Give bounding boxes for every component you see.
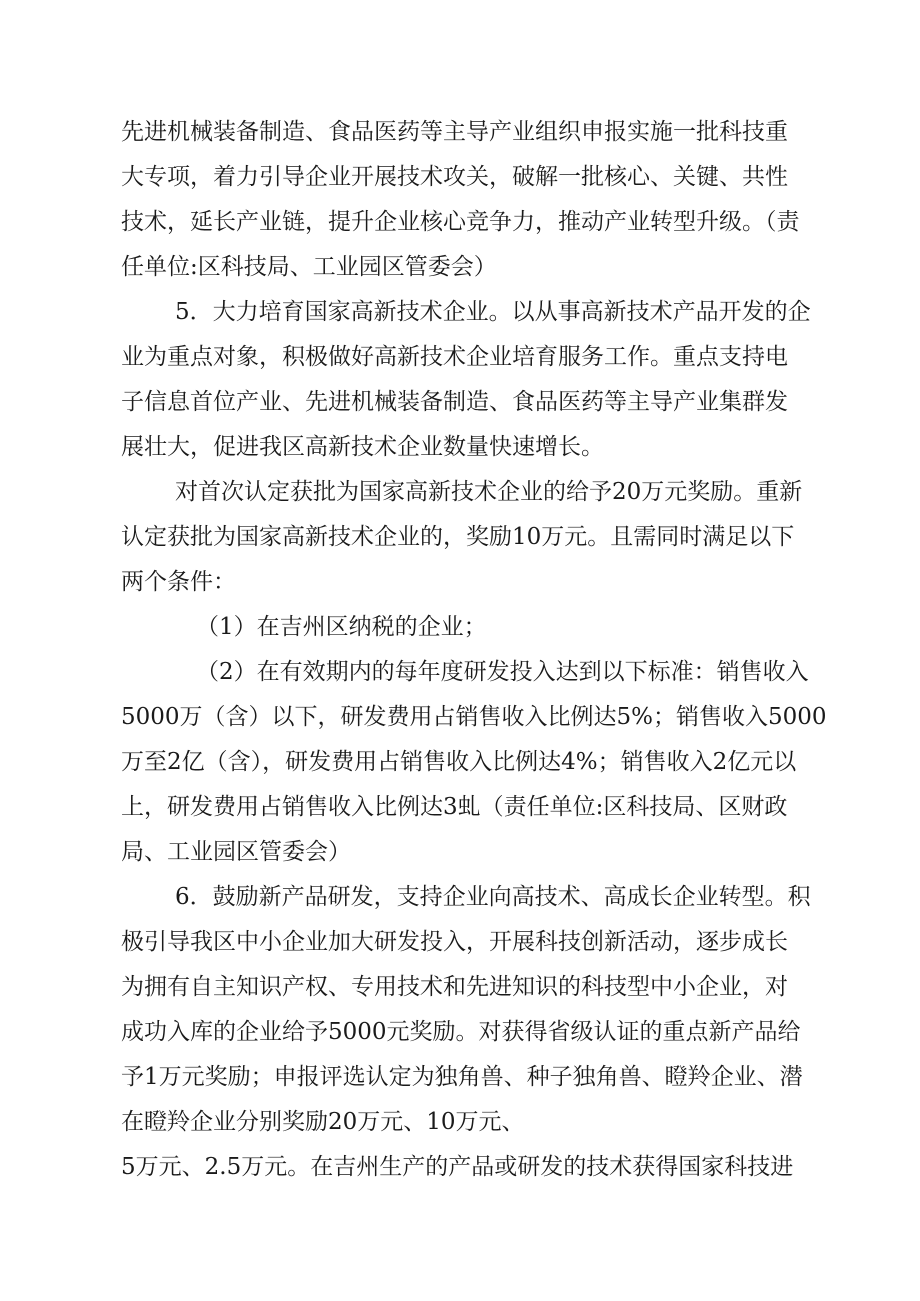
text-line: 极引导我区中小企业加大研发投入，开展科技创新活动，逐步成长: [121, 929, 788, 955]
text-line: 业为重点对象，积极做好高新技术企业培育服务工作。重点支持电: [121, 344, 788, 370]
condition-item-1: （1）在吉州区纳税的企业；: [196, 614, 487, 640]
text-line: 对首次认定获批为国家高新技术企业的给予20万元奖励。重新: [175, 479, 803, 505]
text-line: 成功入库的企业给予5000元奖励。对获得省级认证的重点新产品给: [121, 1019, 801, 1045]
text-line: 认定获批为国家高新技术企业的，奖励10万元。且需同时满足以下: [121, 524, 795, 550]
text-line: 予1万元奖励；申报评选认定为独角兽、种子独角兽、瞪羚企业、潜: [121, 1064, 803, 1090]
text-line: 上，研发费用占销售收入比例达3虬（责任单位:区科技局、区财政: [121, 794, 788, 820]
condition-item-2: （2）在有效期内的每年度研发投入达到以下标准：销售收入: [196, 659, 809, 685]
text-line: 万至2亿（含），研发费用占销售收入比例达4%；销售收入2亿元以: [121, 749, 797, 775]
text-line: 为拥有自主知识产权、专用技术和先进知识的科技型中小企业，对: [121, 974, 788, 1000]
text-line: 先进机械装备制造、食品医药等主导产业组织申报实施一批科技重: [121, 119, 788, 145]
text-line: 两个条件：: [121, 569, 236, 595]
text-line: 技术，延长产业链，提升企业核心竞争力，推动产业转型升级。（责: [121, 209, 800, 235]
text-line: 5万元、2.5万元。在吉州生产的产品或研发的技术获得国家科技进: [121, 1154, 794, 1180]
text-line: 在瞪羚企业分别奖励20万元、10万元、: [121, 1109, 525, 1135]
paragraph-heading-5: 5．大力培育国家高新技术企业。以从事高新技术产品开发的企: [175, 299, 811, 325]
text-line: 5000万（含）以下，研发费用占销售收入比例达5%；销售收入5000: [121, 704, 827, 730]
text-line: 子信息首位产业、先进机械装备制造、食品医药等主导产业集群发: [121, 389, 788, 415]
text-line: 局、工业园区管委会）: [121, 839, 351, 865]
text-line: 大专项，着力引导企业开展技术攻关，破解一批核心、关键、共性: [121, 164, 788, 190]
text-line: 展壮大，促进我区高新技术企业数量快速增长。: [121, 434, 604, 460]
text-line: 任单位:区科技局、工业园区管委会）: [121, 254, 497, 280]
paragraph-heading-6: 6．鼓励新产品研发，支持企业向高技术、高成长企业转型。积: [175, 884, 811, 910]
